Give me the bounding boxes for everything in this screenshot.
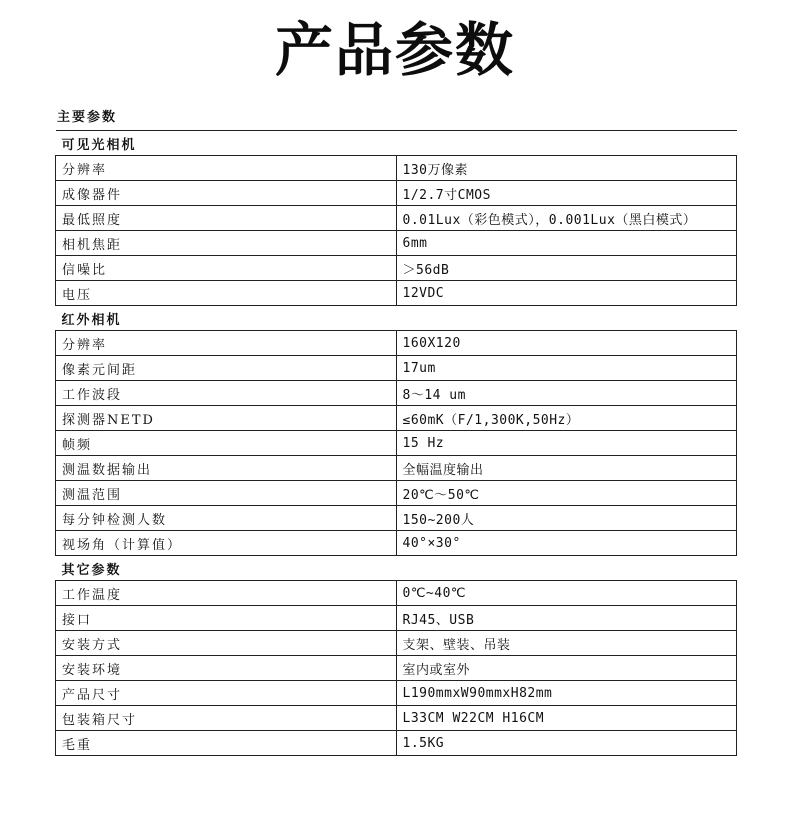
table-row	[56, 231, 737, 256]
param-value: 室内或室外	[396, 656, 737, 681]
table-row	[56, 706, 737, 731]
param-value: 15 Hz	[396, 431, 737, 456]
param-value: 1.5KG	[396, 731, 737, 756]
table-row	[56, 631, 737, 656]
table-row	[56, 356, 737, 381]
section-header-visible-camera	[56, 131, 737, 156]
table-row	[56, 531, 737, 556]
table-row	[56, 381, 737, 406]
table-row	[56, 431, 737, 456]
spec-table	[55, 130, 737, 756]
param-value: ＞56dB	[396, 256, 737, 281]
param-value: 全幅温度输出	[396, 456, 737, 481]
table-row	[56, 331, 737, 356]
param-value: 20℃～50℃	[396, 481, 737, 506]
param-value: 1/2.7寸CMOS	[396, 181, 737, 206]
table-row	[56, 456, 737, 481]
param-name: 安装方式	[56, 631, 397, 656]
param-value: 17um	[396, 356, 737, 381]
param-name: 工作波段	[56, 381, 397, 406]
table-row	[56, 656, 737, 681]
param-name: 成像器件	[56, 181, 397, 206]
param-name: 分辨率	[56, 331, 397, 356]
table-row	[56, 256, 737, 281]
param-name: 毛重	[56, 731, 397, 756]
param-name: 工作温度	[56, 581, 397, 606]
param-value: 8～14 um	[396, 381, 737, 406]
section-title: 红外相机	[56, 306, 737, 331]
param-value: 130万像素	[396, 156, 737, 181]
table-row	[56, 156, 737, 181]
param-value: 150~200人	[396, 506, 737, 531]
param-value: 支架、壁装、吊装	[396, 631, 737, 656]
table-row	[56, 481, 737, 506]
param-name: 视场角（计算值）	[56, 531, 397, 556]
param-name: 相机焦距	[56, 231, 397, 256]
table-row	[56, 206, 737, 231]
param-value: L190mmxW90mmxH82mm	[396, 681, 737, 706]
param-value: L33CM W22CM H16CM	[396, 706, 737, 731]
table-row	[56, 731, 737, 756]
param-value: RJ45、USB	[396, 606, 737, 631]
param-name: 接口	[56, 606, 397, 631]
table-row	[56, 506, 737, 531]
param-name: 信噪比	[56, 256, 397, 281]
main-parameters-label: 主要参数	[57, 110, 118, 125]
param-name: 测温范围	[56, 481, 397, 506]
param-value: 160X120	[396, 331, 737, 356]
param-name: 电压	[56, 281, 397, 306]
table-row	[56, 681, 737, 706]
param-value: 12VDC	[396, 281, 737, 306]
param-name: 最低照度	[56, 206, 397, 231]
param-name: 测温数据输出	[56, 456, 397, 481]
param-name: 包装箱尺寸	[56, 706, 397, 731]
param-name: 帧频	[56, 431, 397, 456]
section-header-other-parameters	[56, 556, 737, 581]
table-row	[56, 606, 737, 631]
param-name: 像素元间距	[56, 356, 397, 381]
table-row	[56, 281, 737, 306]
table-row	[56, 581, 737, 606]
param-value: 0.01Lux（彩色模式），0.001Lux（黑白模式）	[396, 206, 737, 231]
param-value: 40°×30°	[396, 531, 737, 556]
table-row	[56, 181, 737, 206]
section-header-infrared-camera	[56, 306, 737, 331]
param-name: 每分钟检测人数	[56, 506, 397, 531]
param-value: 6mm	[396, 231, 737, 256]
page-title: 产品参数	[274, 16, 515, 84]
param-name: 分辨率	[56, 156, 397, 181]
param-value: 0℃~40℃	[396, 581, 737, 606]
param-value: ≤60mK（F/1,300K,50Hz）	[396, 406, 737, 431]
table-row	[56, 406, 737, 431]
param-name: 探测器NETD	[56, 406, 397, 431]
param-name: 安装环境	[56, 656, 397, 681]
param-name: 产品尺寸	[56, 681, 397, 706]
section-title: 其它参数	[56, 556, 737, 581]
section-title: 可见光相机	[56, 131, 737, 156]
